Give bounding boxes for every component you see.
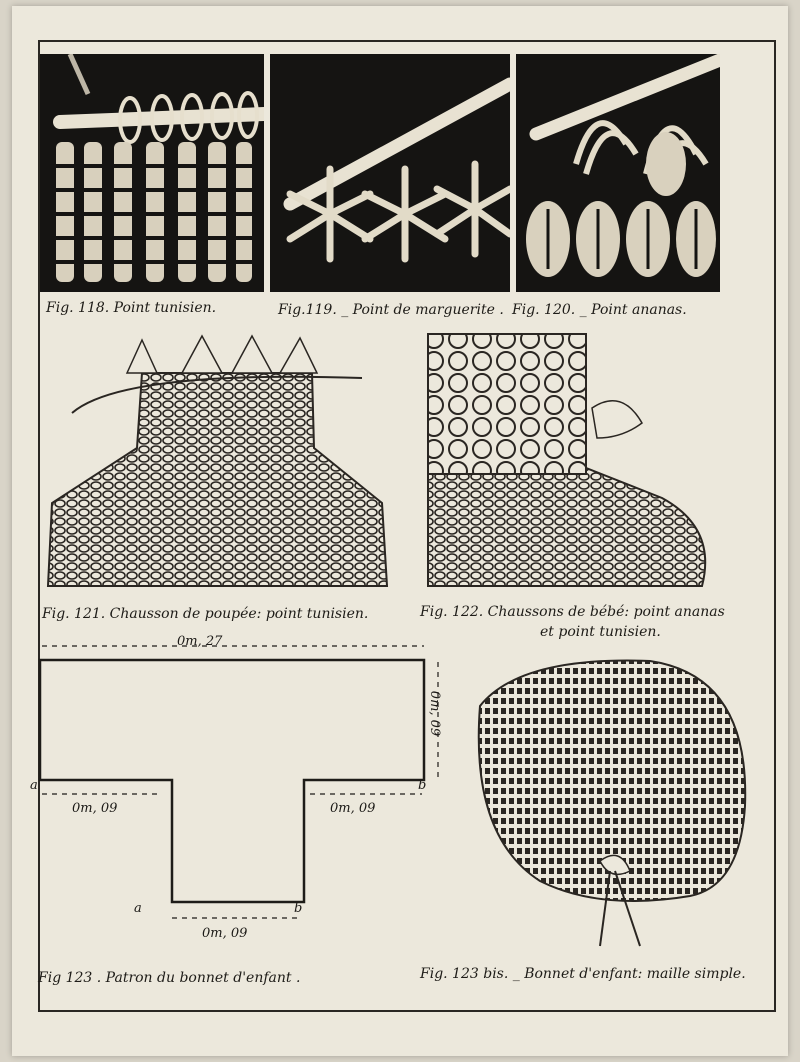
fig123bis-caption: Fig. 123 bis. _ Bonnet d'enfant: maille simple.	[420, 966, 746, 982]
pattern-bottom: 0m, 09	[202, 926, 248, 941]
pattern-point-b-right: b	[418, 778, 427, 793]
fig123-pattern-diagram	[32, 634, 442, 934]
pattern-right-arm: 0m, 09	[330, 801, 376, 816]
fig119-drawing	[270, 54, 510, 292]
book-page	[12, 6, 788, 1056]
pattern-point-a-left: a	[30, 778, 38, 793]
fig119-illustration	[270, 54, 510, 292]
fig120-drawing	[516, 54, 720, 292]
fig118-illustration	[40, 54, 264, 292]
pattern-height: 0m, 09	[427, 690, 443, 737]
fig121-caption: Fig. 121. Chausson de poupée: point tunisien.	[42, 606, 369, 622]
fig120-illustration	[516, 54, 720, 292]
pattern-top-width: 0m, 27	[177, 634, 223, 649]
fig120-caption: Fig. 120. _ Point ananas.	[512, 302, 687, 318]
fig122-caption-line1: Fig. 122. Chaussons de bébé: point ananas	[420, 604, 725, 620]
fig123bis-illustration	[460, 656, 760, 956]
pattern-point-b-bottom: b	[294, 901, 303, 916]
fig118-caption: Fig. 118. Point tunisien.	[46, 300, 217, 316]
fig121-illustration	[42, 328, 402, 590]
pattern-point-a-bottom: a	[134, 901, 142, 916]
pattern-left-arm: 0m, 09	[72, 801, 118, 816]
fig119-caption: Fig.119. _ Point de marguerite .	[278, 302, 504, 318]
fig122-illustration	[422, 328, 722, 590]
fig123-caption: Fig 123 . Patron du bonnet d'enfant .	[38, 970, 301, 986]
fig122-caption-line2: et point tunisien.	[540, 624, 661, 640]
fig118-drawing	[40, 54, 264, 292]
